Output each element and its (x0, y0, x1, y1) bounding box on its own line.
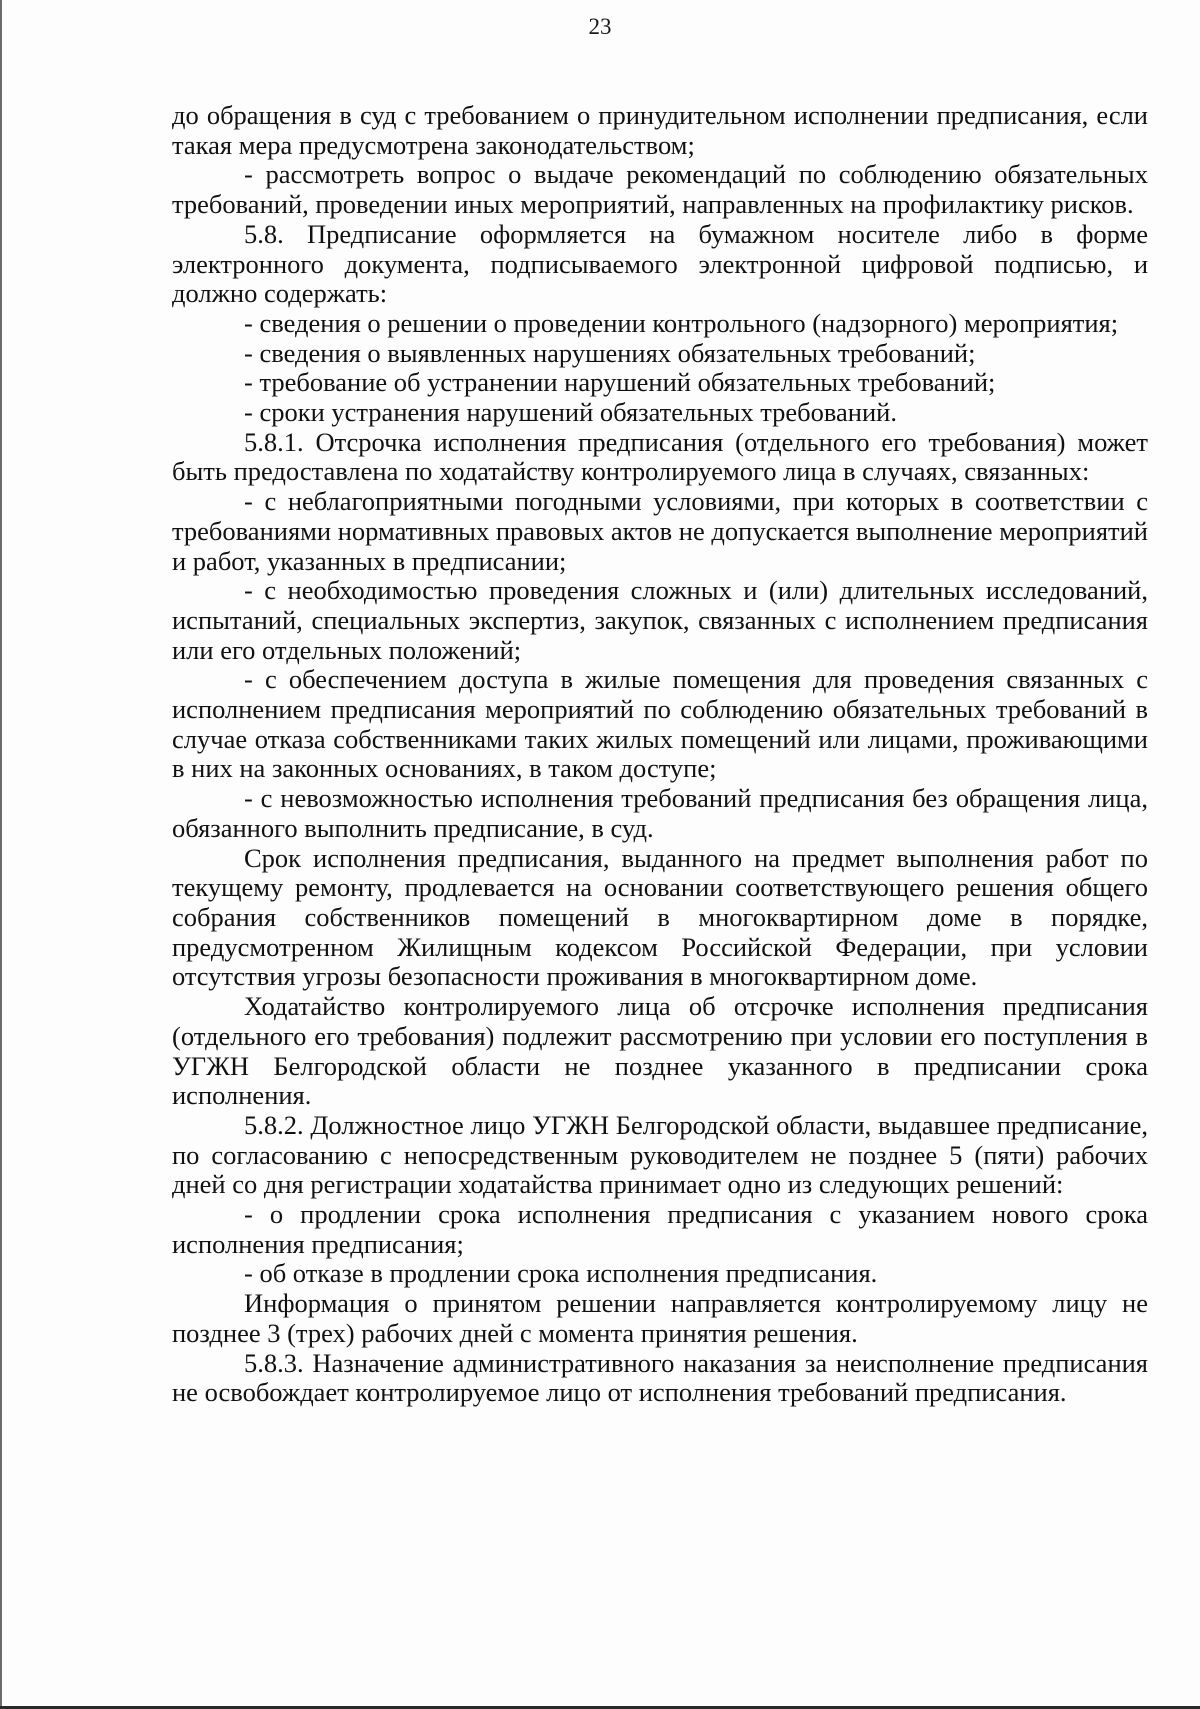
list-item-decision-info: - сведения о решении о проведении контрольного (надзорного) мероприятия; (244, 307, 1119, 338)
document-body (172, 101, 1148, 1408)
list-item-court: - с невозможностью исполнения требований предписания без обращения лица, обязанного выполнить предписание, в суд. (172, 783, 1148, 843)
paragraph-decision-notice: Информация о принятом решении направляется контролируемому лицу не позднее 3 (трех) рабочих дней с момента принятия решения. (172, 1288, 1148, 1348)
paragraph-continuation: до обращения в суд с требованием о принудительном исполнении предписания, если такая мера предусмотрена законодательством; (172, 100, 1148, 160)
paragraph-recommendations: - рассмотреть вопрос о выдаче рекомендаций по соблюдению обязательных требований, проведении иных мероприятий, направленных на профилактику рисков. (172, 159, 1148, 220)
scan-edge-left (0, 0, 2, 1709)
list-item-elimination-requirement: - требование об устранении нарушений обязательных требований; (244, 367, 996, 398)
list-item-violations: - сведения о выявленных нарушениях обязательных требований; (244, 337, 976, 368)
list-item-refusal: - об отказе в продлении срока исполнения предписания. (244, 1258, 878, 1289)
list-item-research: - с необходимостью проведения сложных и (или) длительных исследований, испытаний, специальных экспертиз, закупок, связанных с исполнением предписания или его отдельных положений; (172, 575, 1148, 665)
paragraph-repair-term: Срок исполнения предписания, выданного на предмет выполнения работ по текущему ремонту, продлевается на основании соответствующего решения общего собрания собственников помещений в многоквартирном доме в порядке, предусмотренном Жилищным кодексом Российской Федерации, при условии отсутствия угрозы безопасности проживания в многоквартирном доме. (172, 842, 1148, 992)
paragraph-petition: Ходатайство контролируемого лица об отсрочке исполнения предписания (отдельного его требования) подлежит рассмотрению при условии его поступления в УГЖН Белгородской области не позднее указанного в предписании срока исполнения. (172, 991, 1148, 1111)
page-number: 23 (588, 14, 612, 39)
paragraph-5-8: 5.8. Предписание оформляется на бумажном носителе либо в форме электронного документа, подписываемого электронной цифровой подписью, и должно содержать: (172, 218, 1148, 309)
list-item-extension: - о продлении срока исполнения предписания с указанием нового срока исполнения предписания; (172, 1199, 1148, 1259)
list-item-access: - с обеспечением доступа в жилые помещения для проведения связанных с исполнением предписания мероприятий по соблюдению обязательных требований в случае отказа собственниками таких жилых помещений или лицами, проживающими в них на законных основаниях, в таком доступе; (172, 664, 1148, 784)
list-item-elimination-deadlines: - сроки устранения нарушений обязательных требований. (244, 397, 897, 428)
paragraph-5-8-1: 5.8.1. Отсрочка исполнения предписания (отдельного его требования) может быть предоставлена по ходатайству контролируемого лица в случаях, связанных: (172, 426, 1148, 487)
list-item-weather: - с неблагоприятными погодными условиями, при которых в соответствии с требованиями нормативных правовых актов не допускается выполнение мероприятий и работ, указанных в предписании; (172, 486, 1148, 576)
paragraph-5-8-3: 5.8.3. Назначение административного наказания за неисполнение предписания не освобождает контролируемое лицо от исполнения требований предписания. (172, 1347, 1148, 1408)
paragraph-5-8-2: 5.8.2. Должностное лицо УГЖН Белгородской области, выдавшее предписание, по согласованию с непосредственным руководителем не позднее 5 (пяти) рабочих дней со дня регистрации ходатайства принимает одно из следующих решений: (172, 1109, 1148, 1200)
